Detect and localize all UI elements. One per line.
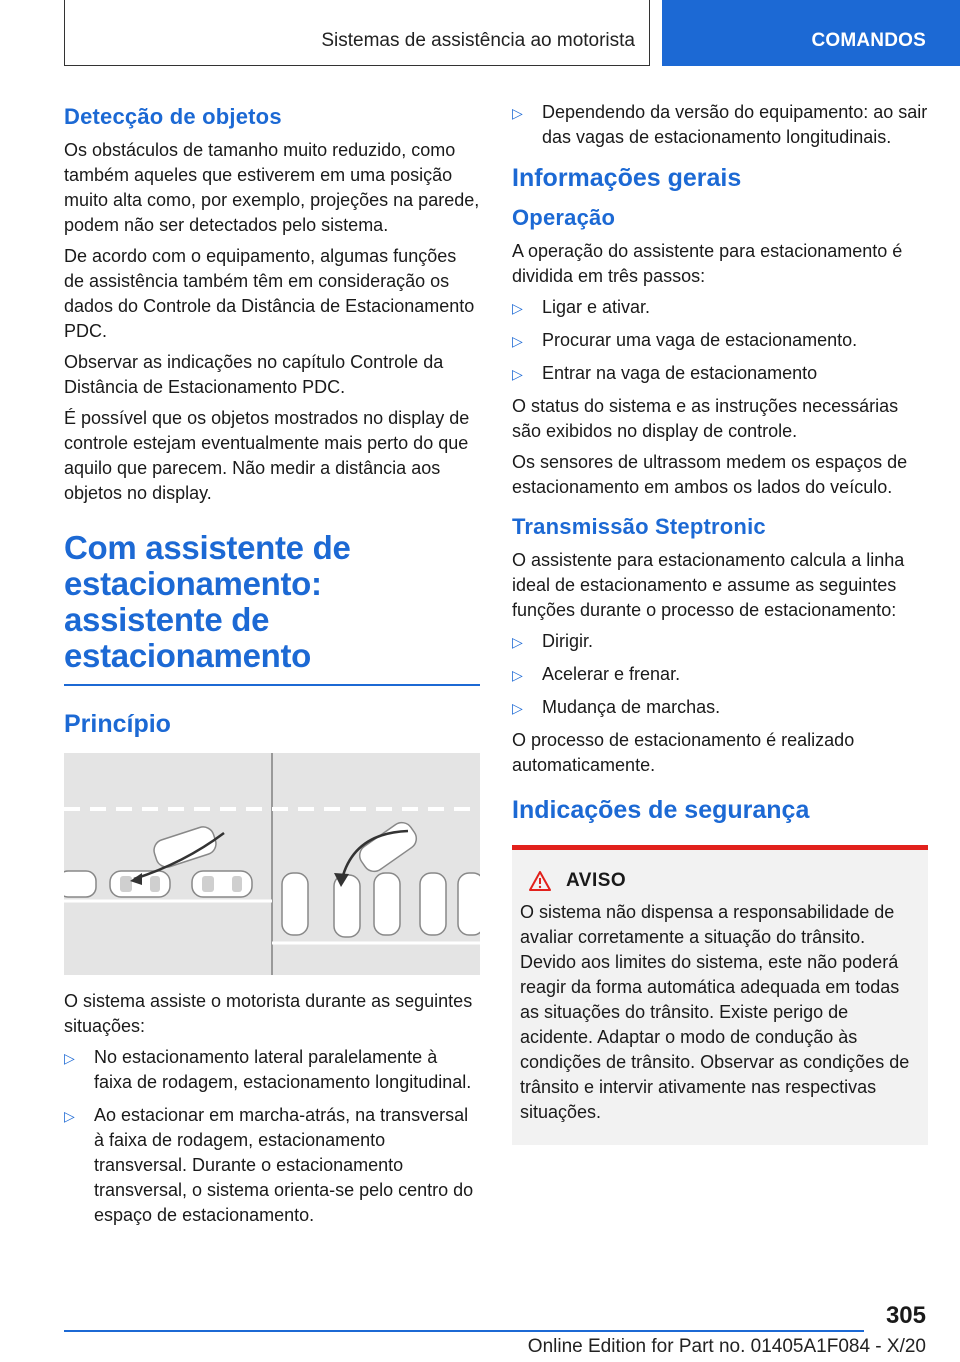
list-item: ▷ Dirigir. [512, 629, 928, 654]
list-item: ▷ Ligar e ativar. [512, 295, 928, 320]
paragraph: O processo de estacionamento é realizado automaticamente. [512, 730, 855, 775]
paragraph: Os obstáculos de tamanho muito reduzido, como também aqueles que estiverem em uma posição muito alta como, por exemplo, projeções na parede, podem não ser detectados pelo sistema. [64, 140, 480, 235]
parking-illustration [64, 753, 480, 975]
page-number: 305 [885, 1302, 926, 1329]
parking-diagram-svg [64, 753, 480, 975]
paragraph: Observar as indicações no capítulo Controle da Distância de Estacionamento PDC. [64, 352, 444, 397]
header-tab-label: COMANDOS [811, 30, 926, 51]
warning-box [512, 845, 928, 1145]
chapter-title: Com assistente de estacionamento: assistente de estacionamento [64, 530, 480, 686]
left-column [64, 100, 480, 1236]
right-column [512, 100, 928, 1145]
list-item: ▷ No estacionamento lateral paralelamente à faixa de rodagem, estacionamento longitudinal. [64, 1047, 472, 1092]
header-section-title: Sistemas de assistência ao motorista [321, 30, 635, 51]
list-item: ▷ Mudança de marchas. [512, 695, 928, 720]
paragraph: A operação do assistente para estacionamento é dividida em três passos: [512, 241, 903, 286]
list-item: ▷ Entrar na vaga de estacionamento [512, 361, 928, 386]
header-section-box [64, 0, 650, 66]
paragraph: O sistema assiste o motorista durante as seguintes situações: [64, 991, 473, 1036]
list-item: ▷ Ao estacionar em marcha-atrás, na transversal à faixa de rodagem, estacionamento transversal. Durante o estacionamento transversal, o sistema orienta-se pelo centro do espaço de estacionamento. [64, 1105, 474, 1225]
exit-list [512, 100, 928, 150]
triangle-bullet-icon: ▷ [512, 105, 523, 121]
heading-general-info: Informações gerais [512, 164, 742, 192]
triangle-bullet-icon: ▷ [512, 700, 523, 716]
footer-divider [64, 1330, 864, 1332]
operation-list [512, 295, 928, 386]
list-item: ▷ Procurar uma vaga de estacionamento. [512, 328, 928, 353]
warning-header [520, 870, 920, 892]
list-item: ▷ Dependendo da versão do equipamento: ao sair das vagas de estacionamento longitudinais. [512, 102, 928, 147]
heading-principle: Princípio [64, 710, 171, 738]
triangle-bullet-icon: ▷ [64, 1108, 75, 1124]
heading-object-detection: Detecção de objetos [64, 104, 282, 129]
triangle-bullet-icon: ▷ [512, 300, 523, 316]
triangle-bullet-icon: ▷ [512, 366, 523, 382]
warning-label: AVISO [566, 870, 627, 891]
triangle-bullet-icon: ▷ [512, 634, 523, 650]
triangle-bullet-icon: ▷ [512, 333, 523, 349]
triangle-bullet-icon: ▷ [64, 1050, 75, 1066]
paragraph: Os sensores de ultrassom medem os espaços de estacionamento em ambos os lados do veículo. [512, 452, 908, 497]
header-tab-box [662, 0, 960, 66]
footer-edition: Online Edition for Part no. 01405A1F084 - X/20 [527, 1336, 926, 1357]
paragraph: O status do sistema e as instruções necessárias são exibidos no display de controle. [512, 396, 899, 441]
heading-steptronic: Transmissão Steptronic [512, 514, 766, 539]
paragraph: O assistente para estacionamento calcula a linha ideal de estacionamento e assume as seguintes funções durante o processo de estacionamento: [512, 550, 905, 620]
warning-triangle-icon [528, 870, 552, 892]
heading-safety: Indicações de segurança [512, 796, 810, 824]
triangle-bullet-icon: ▷ [512, 667, 523, 683]
paragraph: De acordo com o equipamento, algumas funções de assistência também têm em consideração os dados do Controle da Distância de Estacionamento PDC. [64, 246, 475, 341]
list-item: ▷ Acelerar e frenar. [512, 662, 928, 687]
principle-list [64, 1045, 480, 1228]
warning-text: O sistema não dispensa a responsabilidade de avaliar corretamente a situação do trânsito. Devido aos limites do sistema, este não poderá reagir da forma automática adequada em todas as situações do trânsito. Existe perigo de acidente. Adaptar o modo de condução às condições de trânsito. Observar as condições de trânsito e intervir ativamente nas respectivas situações. [520, 902, 910, 1122]
steptronic-list [512, 629, 928, 720]
paragraph: É possível que os objetos mostrados no display de controle estejam eventualmente mais perto do que aquilo que parecem. Não medir a distância aos objetos no display. [64, 408, 470, 503]
heading-operation: Operação [512, 205, 616, 230]
